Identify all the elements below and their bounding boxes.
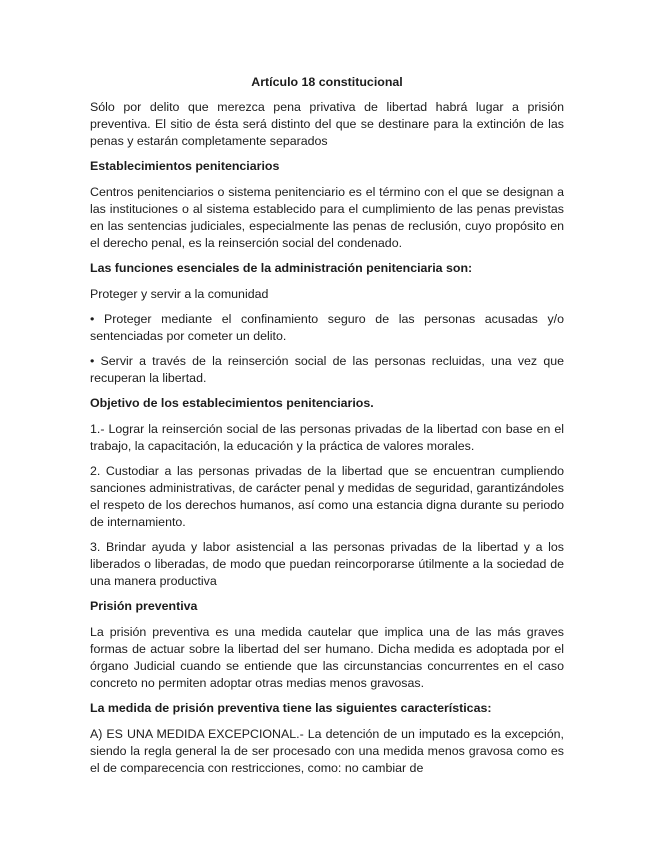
heading-prision-preventiva: Prisión preventiva: [90, 599, 198, 613]
bullet-servir: • Servir a través de la reinserción social de las personas recluidas, una vez que recuperan la libertad.: [90, 354, 564, 385]
bullet-proteger: • Proteger mediante el confinamiento seguro de las personas acusadas y/o sentenciadas por cometer un delito.: [90, 312, 564, 343]
paragraph-prision-preventiva: La prisión preventiva es una medida cautelar que implica una de las más graves formas de actuar sobre la libertad del ser humano. Dicha medida es adoptada por el órgano Judicial cuando se entiende que las circunstancias concurrentes en el caso concreto no permiten adoptar otras medias menos gravosas.: [90, 625, 564, 690]
heading-funciones: Las funciones esenciales de la administración penitenciaria son:: [90, 261, 473, 275]
paragraph-proteger-servir: Proteger y servir a la comunidad: [90, 287, 269, 301]
intro-paragraph: Sólo por delito que merezca pena privativa de libertad habrá lugar a prisión preventiva. El sitio de ésta será distinto del que se destinare para la extinción de las penas y estarán completamente separados: [90, 100, 564, 148]
heading-caracteristicas: La medida de prisión preventiva tiene las siguientes características:: [90, 701, 492, 715]
paragraph-centros: Centros penitenciarios o sistema penitenciario es el término con el que se designan a las instituciones o al sistema establecido para el cumplimiento de las penas previstas en las sentencias judiciales, especialmente las penas de reclusión, cuyo propósito en el derecho penal, es la reinserción social del condenado.: [90, 185, 564, 250]
document-title: Artículo 18 constitucional: [251, 75, 403, 89]
document-page: [90, 74, 564, 785]
paragraph-objetivo-1: 1.- Lograr la reinserción social de las personas privadas de la libertad con base en el trabajo, la capacitación, la educación y la práctica de valores morales.: [90, 422, 564, 453]
paragraph-objetivo-3: 3. Brindar ayuda y labor asistencial a las personas privadas de la libertad y a los liberados o liberadas, de modo que puedan reincorporarse útilmente a la sociedad de una manera productiva: [90, 540, 564, 588]
heading-objetivo: Objetivo de los establecimientos penitenciarios.: [90, 396, 374, 410]
paragraph-objetivo-2: 2. Custodiar a las personas privadas de la libertad que se encuentran cumpliendo sanciones administrativas, de carácter penal y medidas de seguridad, garantizándoles el respeto de los derechos humanos, así como una estancia digna durante su periodo de internamiento.: [90, 464, 564, 529]
heading-establecimientos: Establecimientos penitenciarios: [90, 159, 280, 173]
paragraph-medida-excepcional: A) ES UNA MEDIDA EXCEPCIONAL.- La detención de un imputado es la excepción, siendo la regla general la de ser procesado con una medida menos gravosa como es el de comparecencia con restricciones, como: no cambiar de: [90, 727, 564, 775]
